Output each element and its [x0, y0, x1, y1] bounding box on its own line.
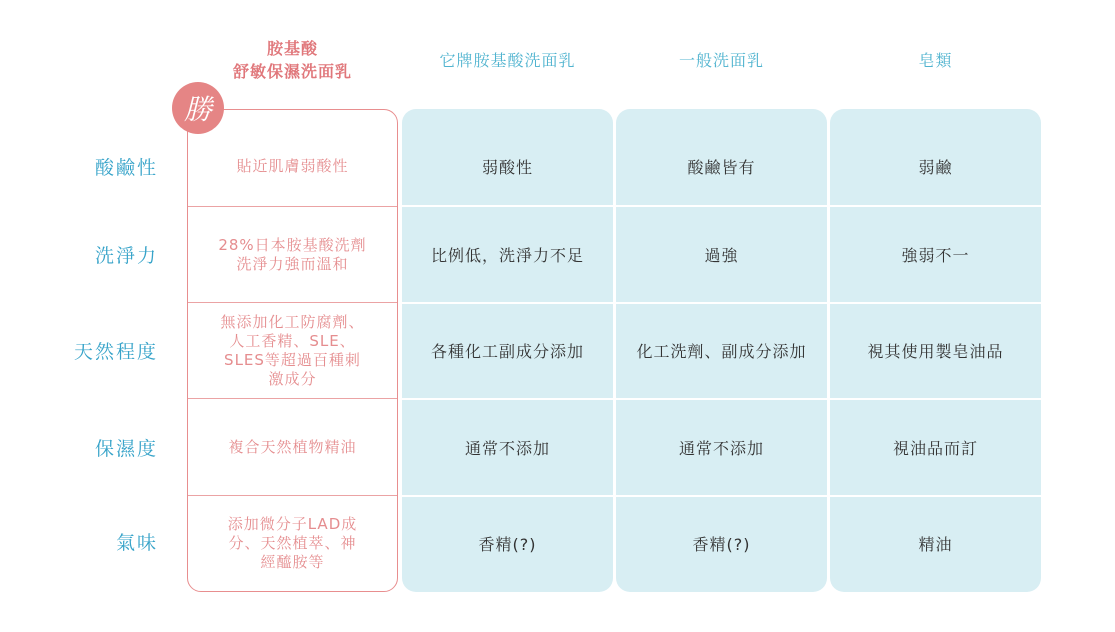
- header-main-line1: 胺基酸: [266, 39, 318, 58]
- header-col3-label: 一般洗面乳: [678, 50, 764, 70]
- cell-col4-scent: 精油: [918, 535, 953, 554]
- cell-col3-natural: 化工洗劑、副成分添加: [636, 342, 807, 361]
- row-label-natural: 天然程度: [73, 341, 158, 363]
- cell-col3-moisture: 通常不添加: [678, 439, 764, 458]
- cell-col3-scent: 香精(?): [692, 535, 751, 554]
- header-col4-label: 皂類: [918, 50, 953, 70]
- header-other-amino: [402, 35, 613, 85]
- cell-main-cleansing: 28%日本胺基酸洗劑 洗淨力強而溫和: [218, 235, 367, 273]
- cell-col2-moisture: 通常不添加: [464, 439, 550, 458]
- winner-badge: 勝: [172, 82, 224, 134]
- header-main-line2: 舒敏保濕洗面乳: [232, 62, 352, 81]
- cell-col2-ph: 弱酸性: [481, 158, 533, 177]
- cell-col4-natural: 視其使用製皂油品: [867, 342, 1004, 361]
- cell-main-natural: 無添加化工防腐劑、 人工香精、SLE、 SLES等超過百種刺 激成分: [220, 312, 365, 388]
- cell-col4-moisture: 視油品而訂: [892, 439, 978, 458]
- cell-col2-cleansing: 比例低，洗淨力不足: [430, 246, 584, 265]
- cell-col4-ph: 弱鹼: [918, 158, 953, 177]
- cell-main-ph: 貼近肌膚弱酸性: [236, 157, 349, 175]
- header-col2-label: 它牌胺基酸洗面乳: [439, 50, 576, 70]
- cell-main-moisture: 複合天然植物精油: [228, 438, 357, 456]
- row-label-scent: 氣味: [115, 532, 158, 554]
- cell-col4-cleansing: 強弱不一: [901, 246, 970, 265]
- cell-main-scent: 添加微分子LAD成 分、天然植萃、神 經醯胺等: [227, 515, 358, 571]
- header-general-cleanser: [616, 35, 827, 85]
- cell-col2-natural: 各種化工副成分添加: [430, 342, 584, 361]
- row-label-cleansing: 洗淨力: [94, 245, 158, 267]
- cell-col3-ph: 酸鹼皆有: [687, 158, 756, 177]
- cell-col3-cleansing: 過強: [704, 246, 739, 265]
- header-soap: [830, 35, 1041, 85]
- row-label-ph: 酸鹼性: [94, 157, 158, 179]
- cell-col2-scent: 香精(?): [478, 535, 537, 554]
- header-main-product: [187, 35, 398, 85]
- row-label-moisture: 保濕度: [94, 438, 158, 460]
